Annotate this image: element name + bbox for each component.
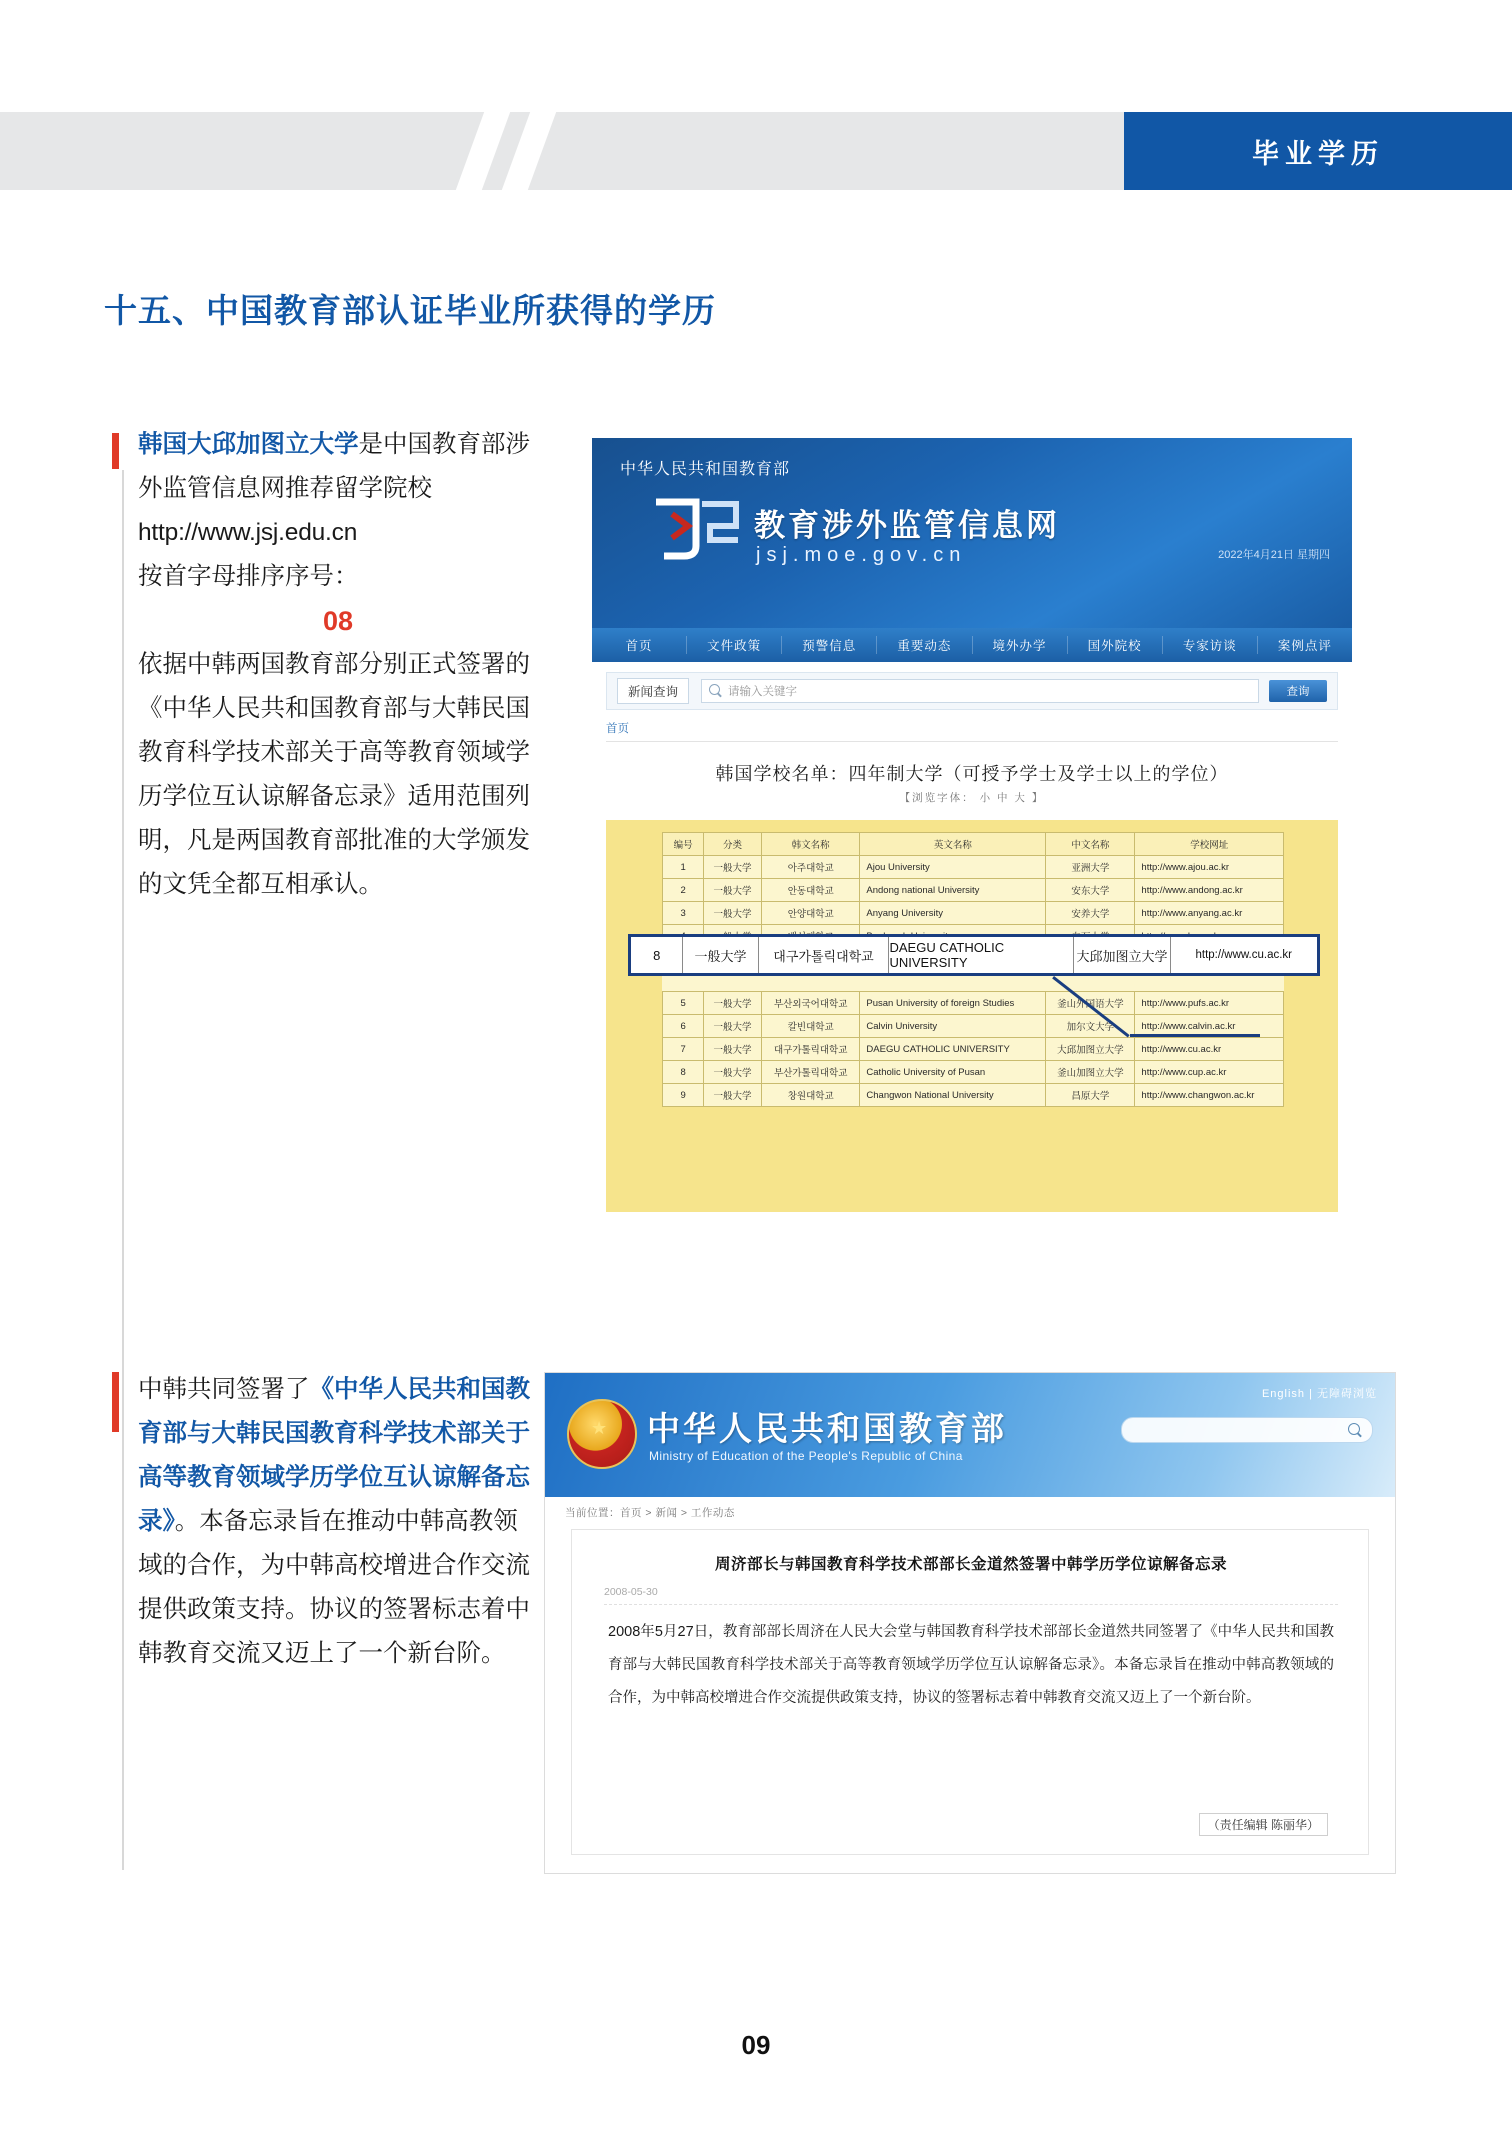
jsj-nav-item-3[interactable]: 重要动态 — [877, 636, 972, 654]
cell: 1 — [663, 856, 704, 879]
cell: 釜山外国语大学 — [1046, 992, 1135, 1015]
callout-website: http://www.cu.ac.kr — [1195, 949, 1293, 961]
cell[interactable]: http://www.andong.ac.kr — [1135, 879, 1284, 902]
col-header-5: 学校网址 — [1135, 833, 1284, 856]
cell: 一般大学 — [704, 902, 762, 925]
highlighted-row-callout — [628, 934, 1320, 976]
cell[interactable]: http://www.anyang.ac.kr — [1135, 902, 1284, 925]
moe-article-title: 周济部长与韩国教育科学技术部部长金道然签署中韩学历学位谅解备忘录 — [714, 1556, 1227, 1573]
cell: 大邱加图立大学 — [1046, 1038, 1135, 1061]
col-header-1: 分类 — [704, 833, 762, 856]
cell: 부산외국어대학교 — [761, 992, 859, 1015]
jsj-nav-item-2[interactable]: 预警信息 — [782, 636, 877, 654]
jsj-search-input[interactable] — [701, 679, 1259, 703]
jsj-date: 2022年4月21日 星期四 — [1218, 549, 1330, 561]
cell: 창원대학교 — [761, 1084, 859, 1107]
cell: 안양대학교 — [761, 902, 859, 925]
jsj-breadcrumb — [606, 720, 1338, 742]
sort-label: 按首字母排序序号： — [138, 563, 359, 590]
national-emblem-icon — [567, 1399, 637, 1469]
callout-korean-name: 대구가톨릭대학교 — [759, 937, 890, 973]
cell: 7 — [663, 1038, 704, 1061]
jsj-site-title: 教育涉外监管信息网 — [754, 508, 1060, 543]
cell: 9 — [663, 1084, 704, 1107]
text-block-2-paragraph: 。本备忘录旨在推动中韩高教领域的合作，为中韩高校增进合作交流提供政策支持。协议的签署标志着中韩教育交流又迈上了一个新台阶。 — [138, 1508, 530, 1667]
table-row — [663, 1038, 1284, 1061]
jsj-domain: jsj.moe.gov.cn — [756, 544, 967, 566]
moe-site-title: 中华人民共和国教育部 — [647, 1410, 1007, 1447]
cell: 一般大学 — [704, 992, 762, 1015]
cell: 아주대학교 — [761, 856, 859, 879]
callout-chinese-name: 大邱加图立大学 — [1074, 937, 1170, 973]
cell: 加尔文大学 — [1046, 1015, 1135, 1038]
cell: 一般大学 — [704, 856, 762, 879]
cell: 칼빈대학교 — [761, 1015, 859, 1038]
jsj-ministry-label: 中华人民共和国教育部 — [620, 461, 791, 478]
accent-bar — [112, 433, 119, 469]
table-row — [663, 1084, 1284, 1107]
search-icon — [1348, 1423, 1360, 1435]
text-block-2 — [138, 1368, 538, 1676]
jsj-nav-item-0[interactable]: 首页 — [592, 636, 687, 654]
cell[interactable]: http://www.changwon.ac.kr — [1135, 1084, 1284, 1107]
cell[interactable]: http://www.cu.ac.kr — [1135, 1038, 1284, 1061]
table-row — [663, 856, 1284, 879]
table-row — [663, 1061, 1284, 1084]
jsj-header — [592, 438, 1352, 628]
cell[interactable]: http://www.ajou.ac.kr — [1135, 856, 1284, 879]
header-section-tab: 毕业学历 — [1124, 112, 1512, 190]
cell[interactable]: http://www.pufs.ac.kr — [1135, 992, 1284, 1015]
cell: 安养大学 — [1046, 902, 1135, 925]
jsj-nav[interactable] — [592, 628, 1352, 662]
accent-bar — [112, 1372, 119, 1432]
jsj-search-button[interactable]: 查询 — [1269, 680, 1327, 702]
table-header-row — [663, 833, 1284, 856]
jsj-search-placeholder: 请输入关键字 — [728, 686, 798, 698]
cell: 一般大学 — [704, 1061, 762, 1084]
text-block-1-paragraph: 依据中韩两国教育部分别正式签署的《中华人民共和国教育部与大韩民国教育科学技术部关于高等教育领域学历学位互认谅解备忘录》适用范围列明，凡是两国教育部批准的大学颁发的文凭全都互相承认。 — [138, 651, 530, 898]
jsj-nav-item-6[interactable]: 专家访谈 — [1163, 636, 1258, 654]
moe-breadcrumb: 当前位置：首页 > 新闻 > 工作动态 — [565, 1507, 735, 1519]
cell: 안동대학교 — [761, 879, 859, 902]
text-block-2-prefix: 中韩共同签署了 — [138, 1376, 310, 1403]
screenshot-moe-gov — [544, 1372, 1396, 1874]
jsj-list-title: 韩国学校名单：四年制大学（可授予学士及学士以上的学位） — [715, 764, 1229, 784]
jsj-nav-item-5[interactable]: 国外院校 — [1068, 636, 1163, 654]
cell: 2 — [663, 879, 704, 902]
jsj-nav-item-1[interactable]: 文件政策 — [687, 636, 782, 654]
table-row — [663, 992, 1284, 1015]
university-name: 韩国大邱加图立大学 — [138, 431, 359, 458]
jsj-logo-icon — [650, 496, 742, 562]
col-header-3: 英文名称 — [860, 833, 1046, 856]
moe-article-panel — [571, 1529, 1369, 1855]
cell: 대구가톨릭대학교 — [761, 1038, 859, 1061]
cell: 一般大学 — [704, 1084, 762, 1107]
callout-number: 8 — [631, 937, 683, 973]
moe-language-links[interactable]: English | 无障碍浏览 — [1261, 1388, 1377, 1400]
text-block-1 — [138, 423, 538, 907]
cell: Anyang University — [860, 902, 1046, 925]
jsj-search-label[interactable]: 新闻查询 — [617, 678, 689, 704]
moe-header — [545, 1373, 1395, 1497]
table-row — [663, 879, 1284, 902]
cell: 부산가톨릭대학교 — [761, 1061, 859, 1084]
moe-article-editor: （责任编辑 陈丽华） — [1199, 1813, 1328, 1836]
jsj-fontsize-control[interactable]: 【浏览字体： 小 中 大 】 — [899, 792, 1045, 804]
page-title: 十五、中国教育部认证毕业所获得的学历 — [104, 292, 716, 329]
cell: 一般大学 — [704, 1038, 762, 1061]
cell: Catholic University of Pusan — [860, 1061, 1046, 1084]
screenshot-jsj-moe — [592, 438, 1352, 1228]
jsj-nav-item-7[interactable]: 案例点评 — [1277, 639, 1332, 653]
cell: 一般大学 — [704, 1015, 762, 1038]
cell: 釜山加图立大学 — [1046, 1061, 1135, 1084]
table-row — [663, 902, 1284, 925]
cell: 亚洲大学 — [1046, 856, 1135, 879]
jsj-nav-item-4[interactable]: 境外办学 — [973, 636, 1068, 654]
text-block-1-line1: 是中国教育部涉外监管信息网推荐留学院校 — [138, 431, 530, 502]
col-header-2: 韩文名称 — [761, 833, 859, 856]
page-number: 09 — [741, 2030, 771, 2060]
memorandum-title: 《中华人民共和国教育部与大韩民国教育科学技术部关于高等教育领域学历学位互认谅解备忘录》 — [138, 1376, 530, 1535]
moe-site-subtitle: Ministry of Education of the People's Republic of China — [649, 1449, 963, 1463]
cell: 5 — [663, 992, 704, 1015]
cell[interactable]: http://www.cup.ac.kr — [1135, 1061, 1284, 1084]
cell: DAEGU CATHOLIC UNIVERSITY — [860, 1038, 1046, 1061]
moe-search-input[interactable] — [1121, 1417, 1373, 1443]
cell: Ajou University — [860, 856, 1046, 879]
jsj-search-bar — [606, 672, 1338, 710]
cell[interactable]: http://www.calvin.ac.kr — [1135, 1015, 1284, 1038]
vertical-divider — [122, 470, 124, 1870]
cell: Pusan University of foreign Studies — [860, 992, 1046, 1015]
cell: Andong national University — [860, 879, 1046, 902]
cell: 昌原大学 — [1046, 1084, 1135, 1107]
sort-number: 08 — [322, 606, 354, 636]
jsj-url: http://www.jsj.edu.cn — [138, 519, 358, 546]
cell: Calvin University — [860, 1015, 1046, 1038]
cell: 8 — [663, 1061, 704, 1084]
cell: 安东大学 — [1046, 879, 1135, 902]
callout-category: 一般大学 — [683, 937, 758, 973]
cell: Changwon National University — [860, 1084, 1046, 1107]
cell: 6 — [663, 1015, 704, 1038]
cell: 3 — [663, 902, 704, 925]
cell: 一般大学 — [704, 879, 762, 902]
col-header-4: 中文名称 — [1046, 833, 1135, 856]
moe-article-date: 2008-05-30 — [604, 1586, 1338, 1605]
moe-article-body: 2008年5月27日，教育部部长周济在人民大会堂与韩国教育科学技术部部长金道然共同签署了《中华人民共和国教育部与大韩民国教育科学技术部关于高等教育领域学历学位互认谅解备忘录》。本备忘录旨在推动中韩高教领域的合作，为中韩高校增进合作交流提供政策支持，协议的签署标志着中韩教育交流又迈上了一个新台阶。 — [608, 1624, 1334, 1706]
col-header-0: 编号 — [663, 833, 704, 856]
jsj-breadcrumb-home[interactable]: 首页 — [606, 723, 629, 735]
star-icon: ★ — [591, 1418, 608, 1438]
search-icon — [709, 684, 720, 695]
callout-english-name: DAEGU CATHOLIC UNIVERSITY — [889, 937, 1074, 973]
